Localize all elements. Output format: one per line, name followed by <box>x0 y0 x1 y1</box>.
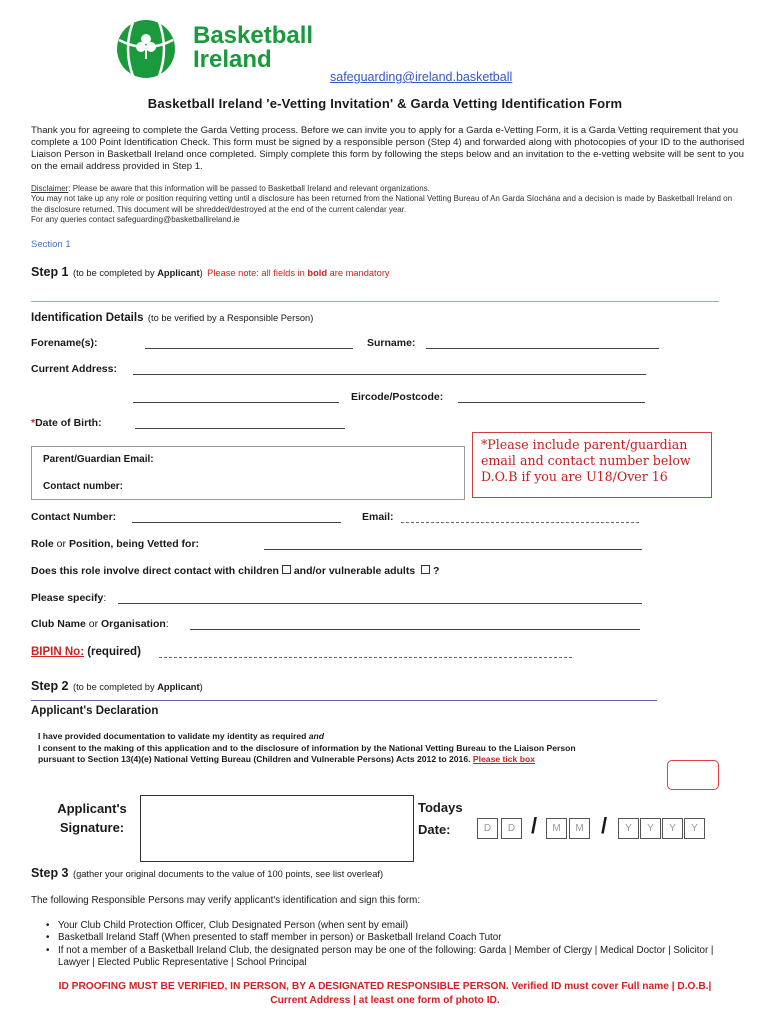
basketball-icon <box>113 18 183 80</box>
bipin-label: BIPIN No: (required) <box>31 646 141 658</box>
surname-label: Surname: <box>367 337 416 349</box>
todays-date-label: Todays Date: <box>418 800 463 837</box>
disclaimer-line1: : Please be aware that this information will be passed to Basketball Ireland and relevant organizations. <box>68 184 430 193</box>
date-year-1[interactable]: Y <box>618 818 639 839</box>
date-month-1[interactable]: M <box>546 818 567 839</box>
disclaimer-line3: For any queries contact safeguarding@basketballireland.ie <box>31 215 240 225</box>
role-field[interactable] <box>264 549 642 550</box>
safeguarding-email-link[interactable]: safeguarding@ireland.basketball <box>330 70 513 84</box>
u18-note-box <box>472 432 712 498</box>
signature-label: Applicant's Signature: <box>57 801 127 835</box>
disclaimer-label: Disclaimer <box>31 184 69 193</box>
step-3-intro: The following Responsible Persons may verify applicant's identification and sign this form: <box>31 895 421 906</box>
basketball-ireland-logo <box>113 18 343 80</box>
u18-note-text: *Please include parent/guardian email and contact number below D.O.B if you are U18/Over 16 <box>481 437 691 484</box>
parent-email-label: Parent/Guardian Email: <box>43 454 154 465</box>
please-specify-label: Please specify: <box>31 592 107 604</box>
children-checkbox[interactable] <box>282 565 291 574</box>
address-label: Current Address: <box>31 363 117 375</box>
date-year-4[interactable]: Y <box>684 818 705 839</box>
step-2-divider <box>31 700 657 701</box>
vulnerable-adults-checkbox[interactable] <box>421 565 430 574</box>
please-specify-field[interactable] <box>118 603 642 604</box>
address-field-line2[interactable] <box>133 402 339 403</box>
date-month-2[interactable]: M <box>569 818 590 839</box>
responsible-persons-list <box>46 920 746 970</box>
date-day-1[interactable]: D <box>477 818 498 839</box>
step-1-note: (to be completed by Applicant) <box>72 268 203 278</box>
eircode-label: Eircode/Postcode: <box>351 391 444 403</box>
surname-field[interactable] <box>426 348 659 349</box>
form-title: Basketball Ireland 'e-Vetting Invitation' & Garda Vetting Identification Form <box>147 96 623 111</box>
club-label: Club Name or Organisation: <box>31 618 169 630</box>
divider <box>31 301 719 302</box>
contact-number-field[interactable] <box>132 522 341 523</box>
date-slash-2: / <box>601 813 608 838</box>
intro-paragraph: Thank you for agreeing to complete the Garda Vetting process. Before we can invite you to apply for a Garda e-Vetting Form, it is a Garda Vetting requirement that you complete a 100 Point Identification Check. This form must be signed by a responsible person (Step 4) and forwarded along with photocopies of your ID to the authorised Liaison Person in Basketball Ireland once completed. Simply complete this form by following the steps below and an invitation to the e-vetting website will be sent to you on the email address provided in Step 1. <box>31 125 745 172</box>
step-2-heading: Step 2 (to be completed by Applicant) <box>31 679 203 693</box>
address-field[interactable] <box>133 374 646 375</box>
list-item: • Your Club Child Protection Officer, Club Designated Person (when sent by email) <box>46 920 746 932</box>
list-item: • Basketball Ireland Staff (When presented to staff member in person) or Basketball Ireland Coach Tutor <box>46 932 746 944</box>
id-proofing-footer: ID PROOFING MUST BE VERIFIED, IN PERSON, BY A DESIGNATED RESPONSIBLE PERSON. Verified ID must cover Full name | D.O.B.| Current Address | at least one form of photo ID. <box>58 981 712 1006</box>
identification-heading: Identification Details (to be verified by a Responsible Person) <box>31 312 314 324</box>
step-1-heading <box>31 263 390 281</box>
email-field[interactable] <box>401 522 639 523</box>
role-label: Role or Position, being Vetted for: <box>31 538 200 550</box>
club-field[interactable] <box>190 629 640 630</box>
disclaimer <box>31 184 745 226</box>
date-year-3[interactable]: Y <box>662 818 683 839</box>
date-year-2[interactable]: Y <box>640 818 661 839</box>
step-3-heading: Step 3 (gather your original documents to the value of 100 points, see list overleaf) <box>31 866 384 880</box>
dob-field[interactable] <box>135 428 345 429</box>
disclaimer-line2: You may not take up any role or position requiring vetting until a disclosure has been returned from the National Vetting Bureau of An Garda Síochána and a decision is made by Basketball Ireland on the disclosure returned. This document will be shredded/destroyed at the end of the current calendar year. <box>31 194 733 214</box>
signature-box[interactable] <box>140 795 414 862</box>
contact-number-label: Contact Number: <box>31 511 117 523</box>
please-tick-box-label: Please tick box <box>472 754 535 765</box>
logo-text-line1: Basketball <box>193 22 314 49</box>
email-label: Email: <box>362 511 394 523</box>
declaration-text: I have provided documentation to validate my identity as required and I consent to the making of this application and to the disclosure of information by the National Vetting Bureau to the Liaison Person pursuant to Section 13(4)(e) National Vetting Bureau (Children and Vulnerable Persons) Acts 2012 to 2016. Please tick box <box>38 731 576 765</box>
step-1-label: Step 1 <box>31 265 69 279</box>
date-slash-1: / <box>531 813 538 838</box>
forenames-label: Forename(s): <box>31 337 98 349</box>
date-day-2[interactable]: D <box>501 818 522 839</box>
declaration-heading: Applicant's Declaration <box>31 705 159 717</box>
parent-contact-label: Contact number: <box>43 481 123 492</box>
direct-contact-question: Does this role involve direct contact with children and/or vulnerable adults ? <box>31 565 440 577</box>
list-item: • If not a member of a Basketball Ireland Club, the designated person may be one of the following: Garda | Member of Clergy | Medical Doctor | Solicitor | Lawyer | Elected Public Representative | School Principal <box>46 945 746 970</box>
logo-text-line2: Ireland <box>193 46 272 73</box>
bipin-field[interactable] <box>159 657 572 658</box>
eircode-field[interactable] <box>458 402 645 403</box>
section-1-label: Section 1 <box>31 239 71 250</box>
declaration-tick-box[interactable] <box>667 760 719 790</box>
forenames-field[interactable] <box>145 348 353 349</box>
dob-label: *Date of Birth: <box>31 417 102 429</box>
mandatory-note: Please note: all fields in bold are mandatory <box>207 268 390 278</box>
